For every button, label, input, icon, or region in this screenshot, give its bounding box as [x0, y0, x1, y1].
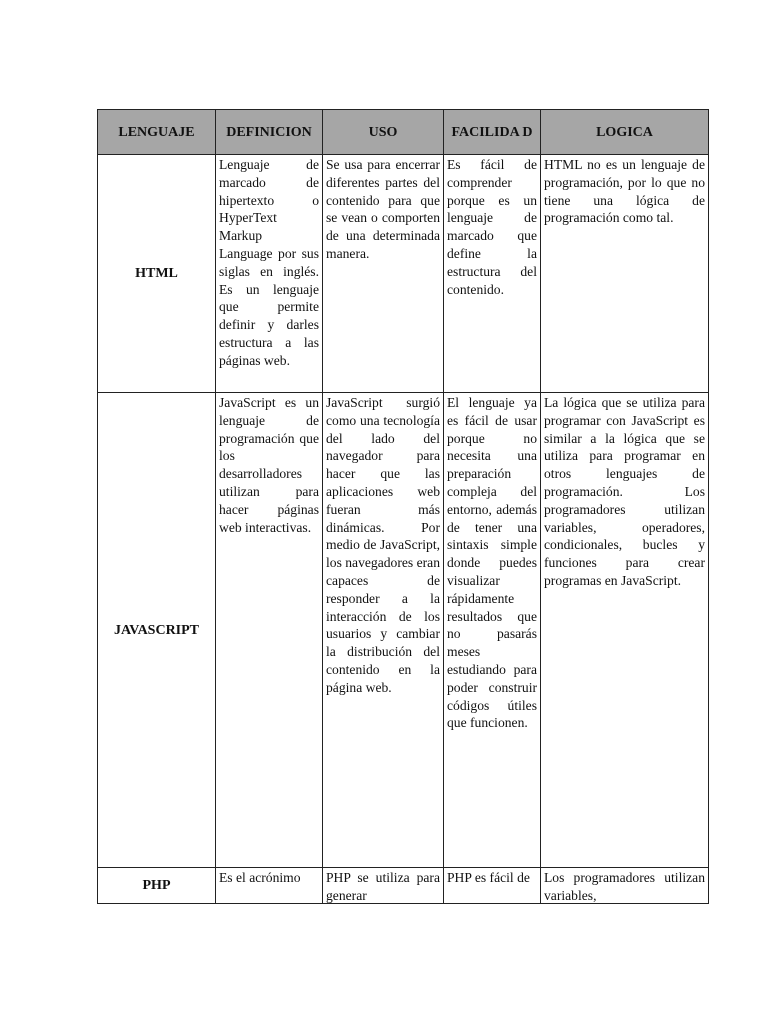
cell-definicion: Lenguaje de marcado de hipertexto o HyperText Markup Language por sus siglas en inglés. Es un lenguaje que permite definir y darles estructura a las páginas web.	[216, 155, 323, 393]
cell-facilidad: Es fácil de comprender porque es un lenguaje de marcado que define la estructura del contenido.	[444, 155, 541, 393]
cell-logica: La lógica que se utiliza para programar con JavaScript es similar a la lógica que se utiliza para programar en otros lenguajes de programación. Los programadores utilizan variables, operadores, condicionales, bucles y funciones para crear programas en JavaScript.	[541, 393, 709, 868]
cell-uso: JavaScript surgió como una tecnología del lado del navegador para hacer que las aplicaciones web fueran más dinámicas. Por medio de JavaScript, los navegadores eran capaces de responder a la interacción de los usuarios y cambiar la distribución del contenido en la página web.	[323, 393, 444, 868]
header-row	[98, 110, 709, 155]
cell-logica-text: Los programadores utilizan variables,	[544, 870, 705, 903]
cell-facilidad-text: PHP es fácil de	[447, 870, 530, 885]
cell-definicion-text: Es el acrónimo	[219, 870, 301, 885]
cell-definicion	[216, 868, 323, 904]
cell-lenguaje: HTML	[98, 155, 216, 393]
table-row	[98, 868, 709, 904]
cell-lenguaje: JAVASCRIPT	[98, 393, 216, 868]
cell-uso-text: PHP se utiliza para generar	[326, 870, 440, 903]
header-facilidad: FACILIDA D	[444, 110, 541, 155]
header-uso: USO	[323, 110, 444, 155]
cell-lenguaje: PHP	[98, 868, 216, 904]
cell-logica: HTML no es un lenguaje de programación, por lo que no tiene una lógica de programación como tal.	[541, 155, 709, 393]
cell-definicion: JavaScript es un lenguaje de programación que los desarrolladores utilizan para hacer páginas web interactivas.	[216, 393, 323, 868]
table-row	[98, 155, 709, 393]
comparison-table	[97, 109, 709, 904]
header-logica: LOGICA	[541, 110, 709, 155]
table-row	[98, 393, 709, 868]
cell-facilidad	[444, 868, 541, 904]
cell-uso: Se usa para encerrar diferentes partes del contenido para que se vean o comporten de una determinada manera.	[323, 155, 444, 393]
header-definicion: DEFINICION	[216, 110, 323, 155]
cell-uso	[323, 868, 444, 904]
cell-logica	[541, 868, 709, 904]
cell-facilidad: El lenguaje ya es fácil de usar porque no necesita una preparación compleja del entorno, además de tener una sintaxis simple donde puedes visualizar rápidamente resultados que no pasarás meses estudiando para poder construir códigos útiles que funcionen.	[444, 393, 541, 868]
header-lenguaje: LENGUAJE	[98, 110, 216, 155]
